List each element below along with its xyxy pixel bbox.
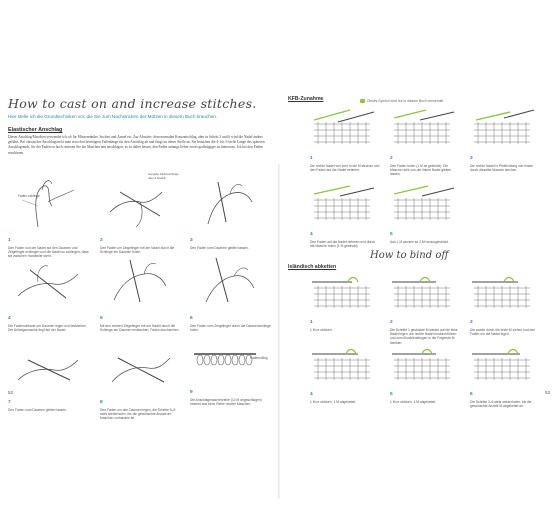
book-spread [0, 82, 558, 421]
knit-swatch-illustration [390, 108, 458, 146]
step-number: 1 [310, 320, 313, 325]
green-arrow-icon [360, 99, 365, 103]
step-label: Fadenrolling [250, 356, 268, 360]
knit-swatch-illustration [310, 108, 378, 146]
knit-swatch-illustration [470, 274, 538, 310]
step-caption: Die Fadenschlaufe um Daumen legen und festziehen. Der Anfangsmasche liegt auf der Nadel. [8, 324, 87, 333]
cast-on-step-1 [8, 172, 90, 259]
step-number: 2 [390, 156, 393, 161]
step-number: 3 [470, 320, 473, 325]
hand-illustration [100, 340, 180, 390]
hand-illustration [100, 172, 180, 228]
page-title: How to cast on and increase stitches. [8, 96, 257, 111]
step-caption: Den Faden vom Daumen gleiten lassen. [190, 246, 249, 250]
step-caption: Den Faden holen (1 M ist gestrickt). Die Masche nicht von der linken Nadel gleiten lassen. [390, 164, 452, 177]
step-caption: Die zweite durch die erste M ziehen und den Faden um die Nadel legen. [470, 328, 536, 337]
step-caption: Den Faden von der Nadel auf den Daumen und Zeigefinger schlingen und die Nadel so schlingen, dass sie zwischen Handteller steht. [8, 246, 89, 259]
kfb-step-1 [310, 108, 380, 172]
step-number: 6 [190, 316, 193, 321]
knit-swatch-illustration [390, 274, 458, 310]
hand-illustration [100, 252, 180, 306]
kfb-step-2 [390, 108, 460, 177]
page-number: 53 [544, 390, 550, 395]
bindoff-step-2 [390, 274, 460, 345]
step-number: 6 [470, 392, 473, 397]
right-page [280, 82, 558, 417]
step-caption: Den Faden vom Zeigefinger durch die Daumenschlinge holen. [190, 324, 271, 333]
bindoff-step-4 [310, 346, 380, 404]
step-number: 1 [310, 156, 313, 161]
step-number: 3 [190, 238, 193, 243]
islaendisch-heading: Isländisch abketten [288, 264, 337, 270]
kfb-step-5 [390, 182, 460, 244]
step-caption: Den Faden um Zeigefinger mit der Nadel durch die Schlinge ein Daumen holen. [100, 246, 175, 255]
cast-on-step-6 [190, 252, 272, 332]
kfb-step-4 [310, 182, 380, 248]
step-caption: 1 M re stricken, 1 M abgekettet. [310, 400, 357, 404]
step-number: 5 [390, 392, 393, 397]
step-number: 4 [310, 232, 313, 237]
intro-text: Hier stelle ich die Grundtechniken vor, die Sie zum Nachstricken der Mützen in diesem Buch brauchen. [8, 114, 218, 119]
bind-off-title: How to bind off [370, 250, 449, 261]
step-caption: Die rechte Nadel von vorn in die M stechen und den Faden auf die Nadel nehmen. [310, 164, 380, 173]
step-number: 5 [100, 316, 103, 321]
knit-swatch-illustration [390, 346, 458, 382]
cast-on-step-3 [190, 172, 272, 250]
step-caption: Den Faden vom Daumen gleiten lassen. [8, 408, 67, 412]
step-label: Faden-schlinge [18, 194, 40, 198]
step-caption: Den Faden auf die Nadel nehmen und durch die Masche holen (1 M gestrickt). [310, 240, 376, 249]
legend-text: Dieses Symbol wird nur in diesem Buch verwendet [367, 99, 444, 103]
stitch-row-illustration [190, 340, 270, 380]
step-caption: Die Schritte 1 gestrickte M wieder auf die linke Nadel legen, die rechte Nadel hindurchführen und zum Bruchlenkbogen in die Folgende M stecken. [390, 328, 458, 345]
cast-on-step-7 [8, 340, 90, 412]
step-number: 1 [8, 238, 11, 243]
step-caption: 1 M re stricken. [310, 328, 333, 332]
hand-illustration [190, 252, 270, 306]
step-number: 2 [390, 320, 393, 325]
hand-illustration [190, 172, 270, 228]
step-number: 2 [100, 238, 103, 243]
hand-illustration [8, 340, 88, 390]
page-number: 52 [8, 390, 14, 395]
bindoff-step-5 [390, 346, 460, 404]
cast-on-step-5 [100, 252, 182, 332]
step-number: 8 [100, 400, 103, 405]
step-caption: 1 M re stricken. 1 M abgekettet. [390, 400, 437, 404]
kfb-heading: KFB-Zunahme [288, 96, 324, 102]
step-caption: Mit den rechten Zeigefinger mit der Nadel durch die Schlinge am Daumen einstechen, Faden durchziehen. [100, 324, 180, 333]
knit-swatch-illustration [390, 182, 458, 222]
step-number: 5 [390, 232, 393, 237]
step-caption: Die Anschlagmaschenreihe (10 M angeschlagen) besteht aus einer Reihe rechter Maschen. [190, 398, 262, 407]
hand-illustration [8, 252, 88, 306]
cast-on-step-8 [100, 340, 182, 421]
symbol-legend [360, 99, 443, 103]
knit-swatch-illustration [310, 182, 378, 222]
cast-on-step-4 [8, 252, 90, 332]
cast-on-step-2 [100, 172, 182, 254]
step-number: 3 [470, 156, 473, 161]
knit-swatch-illustration [310, 274, 378, 310]
hand-illustration [8, 172, 88, 228]
intro-paragraph: Dieser Anschlag/Maschen verwendet ich oft für Mützenränder, Socken und Ärmel etc. Zur Abwärts- dem normalen Kreuzanschlag, aber in Schritt 3 und 6 wird die Nadel anders geführt. Bei elastischer Anschlagsteckt man etwa den benötigten Fadenlänge für den Anschlag ab und fängt an dieser Stelle an. Sie brauchen die 4- bis 5-fache Länge des späteren Anschlagrands, für der Faden zu hoch, müssen Sie die Maschen neu anschlagen; es ist daher besser, den Faden anfangs lieber etwas großzügiger zu bemessen. Ich bei den Enden resultieren. [8, 135, 265, 155]
step-number: 7 [8, 400, 11, 405]
knit-swatch-illustration [470, 346, 538, 382]
step-label: doppelte Fadenschlinge oder 2 Nadeln [148, 172, 179, 180]
step-caption: Die Schritte 2–6 stets wiederholen, bis die gewünschte Anzahl M abgekettet ist. [470, 400, 532, 409]
step-caption: Den Faden um den Daumen legen, die Schritte 5–8 stets wiederholen, bis die gewünschte Anzahl an Maschen vorhanden ist. [100, 408, 176, 421]
bindoff-step-6 [470, 346, 540, 408]
kfb-step-3 [470, 108, 540, 172]
step-number: 9 [190, 390, 193, 395]
bindoff-step-1 [310, 274, 380, 332]
knit-swatch-illustration [470, 108, 538, 146]
bindoff-step-3 [470, 274, 540, 336]
step-caption: Die rechte Nadel in Pfeilrichtung von hinten durch dieselbe Masche stechen. [470, 164, 534, 173]
section-heading: Elastischer Anschlag [8, 127, 63, 133]
knit-swatch-illustration [310, 346, 378, 382]
step-number: 4 [310, 392, 313, 397]
step-caption: Aus 1 M wurden so 2 M herausgestrickt. [390, 240, 449, 244]
cast-on-step-9 [190, 340, 272, 406]
step-number: 4 [8, 316, 11, 321]
left-page [0, 82, 278, 421]
